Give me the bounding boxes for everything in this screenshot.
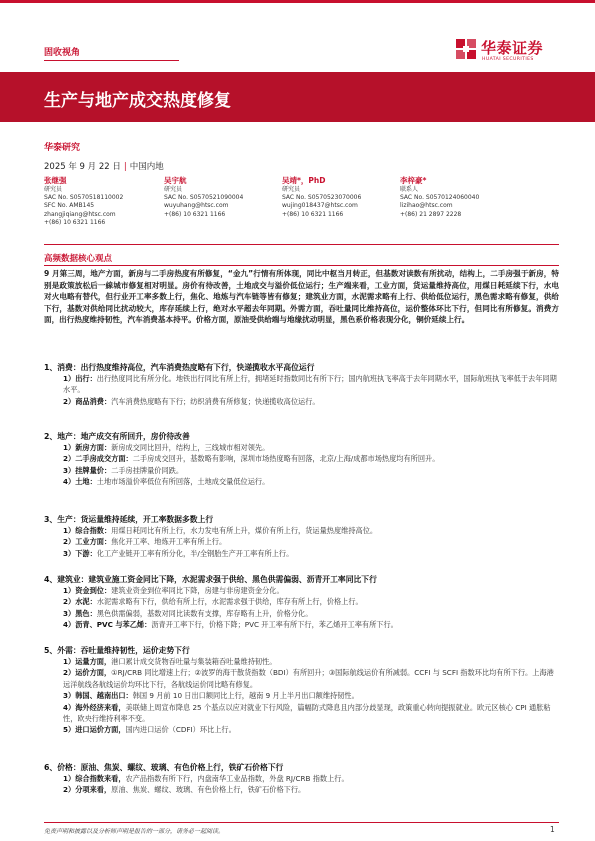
section-title: 3、生产：货运量维持延续，开工率数据多数上行 [44,515,214,524]
author-name: 张继强 [44,176,67,185]
highlights-rule [44,265,559,266]
item-text: 二手房挂牌量价同跌。 [111,465,184,475]
list-item [44,585,559,596]
item-head: 3）黑色： [63,608,97,618]
item-text: 黑色供需偏弱，基数对同比读数有支撑，库存略有上升，价格分化。 [96,608,313,618]
info-divider [44,244,559,245]
author-phone: +(86) 10 6321 1166 [44,218,106,226]
list-item [44,619,559,630]
author-card [44,176,159,227]
section-construction [44,574,559,631]
logo-chinese-name: 华泰证券 [481,39,544,57]
report-date: 2025 年 9 月 22 日 [44,162,121,172]
author-phone: +(86) 10 6321 1166 [282,210,344,218]
item-text: 土地市场溢价率低位有所回落，土地成交量低位运行。 [96,477,270,487]
author-email[interactable]: lizihao@htsc.com [400,202,453,210]
list-item [44,525,559,536]
report-title: 生产与地产成交热度修复 [44,91,231,111]
author-sfc: SFC No. AMB145 [44,202,95,210]
list-item [44,536,559,547]
item-head: 2）水泥： [63,597,97,607]
highlights-title: 高频数据核心观点 [44,254,113,264]
list-item [44,453,559,464]
section-title: 1、消费：出行热度维持高位，汽车消费热度略有下行，快递揽收水平高位运行 [44,363,315,372]
item-text: 美联储上周宣布降息 25 个基点以应对就业下行风险，篇幅防式降息且内部分歧显现，政策重心转向提振就业。欧元区核心 CPI 通胀粘性，欧央行维持利率不变。 [63,702,551,724]
item-text: 沥青开工率下行，价格下降；PVC 开工率有所下行，苯乙烯开工率有所下行。 [151,620,398,630]
item-head: 4）海外经济来看， [63,702,126,712]
item-head: 1）综合指数来看， [63,774,126,783]
author-card [164,176,279,219]
section-title: 4、建筑业：建筑业施工资金同比下降，水泥需求强于供给、黑色供需偏弱、沥青开工率同比下行 [44,575,377,584]
item-text: 韩国 9 月前 10 日出口额同比上行，越南 9 月上半月出口额维持韧性。 [132,691,359,701]
report-region: 中国内地 [129,162,164,172]
section-property [44,431,559,488]
item-text: 水泥需求略有下行，供给有所上行，水泥需求强于供给，库存有所上行，价格上行。 [96,597,363,607]
section-title: 2、地产：地产成交有所回升，房价待改善 [44,432,190,441]
author-title: 研究员 [164,186,183,193]
author-sac: SAC No. S0570521090004 [164,194,244,202]
list-item [44,773,559,784]
list-item [44,373,559,396]
item-head: 5）进口运价方面， [63,725,126,735]
item-head: 3）韩国、越南出口： [63,691,133,701]
item-text: 用煤日耗同比有所上行，水力发电有所上升，煤价有所上行，货运量热度维持高位。 [111,526,378,535]
item-text: ①RJ/CRB 同比增速上行；②波罗的海干散货指数（BDI）有所回升；③国际航线运价有所减弱。CCFI 与 SCFI 指数环比均有所下行。上海港远洋航线各航线运价均环比下行，各航线运价同比略有修复。 [63,668,554,689]
list-item [44,667,559,690]
footer-rule [44,822,559,823]
item-head: 2）运价方面， [63,668,112,678]
item-head: 2）工业方面： [63,537,112,547]
item-head: 3）下游： [63,548,97,558]
item-head: 1）资金到位： [63,586,112,595]
item-head: 1）运量方面， [63,657,112,666]
list-item [44,465,559,476]
list-item [44,548,559,559]
item-head: 1）综合指数： [63,526,112,535]
research-label: 华泰研究 [44,143,81,153]
list-item [44,690,559,701]
section-tag: 固收视角 [44,48,81,58]
item-head: 2）商品消费： [63,396,112,406]
item-text: 国内进口运价（CDFI）环比上行。 [125,725,236,735]
date-separator: | [123,162,127,172]
section-external-demand [44,645,559,736]
logo-mark-icon [455,38,477,60]
author-email[interactable]: zhangjiqiang@htsc.com [44,210,116,218]
item-head: 4）土地： [63,477,97,487]
author-title: 联系人 [400,186,419,193]
author-phone: +(86) 21 2897 2228 [400,210,462,218]
author-name: 吴靖*，PhD [282,176,326,185]
page-number: 1 [550,825,555,834]
item-head: 3）挂牌量价： [63,465,112,475]
author-card [282,176,397,219]
logo-english-name: HUATAI SECURITIES [482,57,534,62]
list-item [44,596,559,607]
author-email[interactable]: wujing018437@htsc.com [282,202,358,210]
date-line [44,160,164,172]
list-item [44,702,559,725]
list-item [44,656,559,667]
author-name: 李梓豪* [400,176,427,185]
item-text: 新房成交同比回升，结构上，三线城市相对领先。 [111,443,270,452]
author-phone: +(86) 10 6321 1166 [164,210,226,218]
item-head: 1）新房方面： [63,443,112,452]
section-consumption [44,362,559,407]
author-title: 研究员 [282,186,301,193]
item-text: 出行热度同比有所分化。地铁出行同比有所上行，拥堵延时指数同比有所下行；国内航班执飞率高于去年同期水平，国际航班执飞率低于去年同期水平。 [63,374,557,395]
item-text: 港口累计成交货物吞吐量与集装箱吞吐量维持韧性。 [111,657,277,666]
author-email[interactable]: wuyuhang@htsc.com [164,202,229,210]
author-sac: SAC No. S0570523070006 [282,194,362,202]
section-title: 5、外需：吞吐量维持韧性，运价走势下行 [44,646,190,655]
list-item [44,784,559,795]
item-head: 1）出行： [63,374,97,383]
item-text: 建筑业资金到位率同比下降，房建与非房建资金分化。 [111,586,284,595]
list-item [44,608,559,619]
item-head: 2）二手房成交方面： [63,454,133,464]
list-item [44,396,559,407]
top-accent-line [0,0,595,3]
list-item [44,442,559,453]
item-head: 2）分项来看， [63,785,112,795]
item-text: 二手房成交回升，基数略有影响，深圳市场热度略有回落，北京/上海/成都市场热度均有所回升。 [132,454,440,464]
list-item [44,476,559,487]
section-prices [44,762,559,796]
company-logo [455,36,575,66]
item-text: 农产品指数有所下行，内盘南华工业品指数，外盘 RJ/CRB 指数上行。 [125,774,349,783]
author-sac: SAC No. S0570124060040 [400,194,480,202]
item-head: 4）沥青、PVC 与苯乙烯： [63,620,152,630]
section-title: 6、价格：原油、焦炭、螺纹、玻璃、有色价格上行，铁矿石价格下行 [44,763,284,772]
item-text: 焦化开工率、地炼开工率有所上行。 [111,537,227,547]
item-text: 汽车消费热度略有下行；纺织消费有所修复；快递揽收高位运行。 [111,396,320,406]
section-production [44,514,559,559]
authors-block [44,176,564,236]
author-name: 吴宇航 [164,176,187,185]
title-banner [0,72,595,122]
highlights-body: 9 月第三周，地产方面，新房与二手房热度有所修复，“金九”行情有所体现，同比中枢当月转正，但基数对读数有所扰动，结构上，二手房强于新房，特别是政策放松后一線城市修复相对明显。房价有待改善，土地成交与溢价低位运行；生产端来看，工业方面，货运量维持高位，用煤日耗延续下行，水电对火电略有替代，但行业开工率多数上行，焦化、地炼与汽车链等皆有修复；建筑业方面，水泥需求略有上行、供给低位运行，黑色需求略有修复，供给下行，基数对供给同比扰动较大，库存延续上行，绝对水平超去年同期。外需方面，吞吐量同比维持高位，运价整体环比下行，但同比有所修复。消费方面，出行热度维持韧性，汽车消费基本持平。价格方面，原油受供给端与地缘扰动明显，黑色系价格表现分化，铜价延续上行。 [44,269,559,325]
item-text: 化工产业链开工率有所分化，半/全钢胎生产开工率有所上行。 [96,548,294,558]
author-sac: SAC No. S0570518110002 [44,194,124,202]
disclaimer-note: 免责声明和披露以及分析师声明是报告的一部分，请务必一起阅读。 [44,828,225,835]
author-title: 研究员 [44,186,63,193]
section-tag-rule [44,60,179,61]
author-card [400,176,515,219]
item-text: 原油、焦炭、螺纹、玻璃、有色价格上行，铁矿石价格下行。 [111,785,306,795]
list-item [44,724,559,735]
